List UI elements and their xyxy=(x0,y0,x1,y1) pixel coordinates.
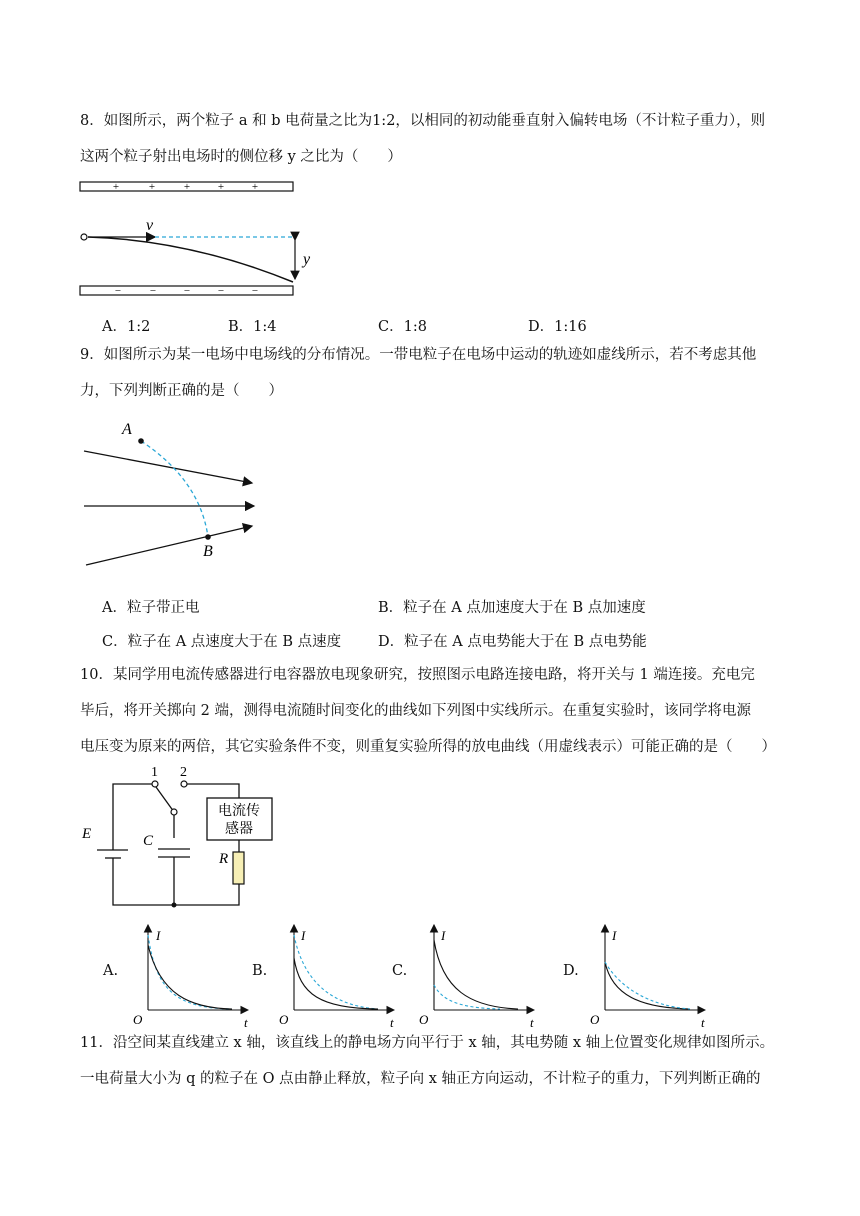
option-text: 1:8 xyxy=(403,319,427,335)
plus-sign: + xyxy=(148,181,156,193)
plus-sign: + xyxy=(217,181,225,193)
particle-trajectory xyxy=(141,441,208,537)
q9-stem-line1: 9．如图所示为某一电场中电场线的分布情况。一带电粒子在电场中运动的轨迹如虚线所示，若不考虑其他 xyxy=(80,347,757,363)
graph-b-origin: O xyxy=(279,1012,289,1027)
minus-sign: − xyxy=(114,285,122,297)
option-text: 粒子在 A 点速度大于在 B 点速度 xyxy=(127,634,342,650)
graph-a-y-label: I xyxy=(156,928,161,943)
q8-v-label: v xyxy=(146,217,154,234)
q11-stem-line2: 一电荷量大小为 q 的粒子在 O 点由静止释放，粒子向 x 轴正方向运动，不计粒子的重力，下列判断正确的 xyxy=(80,1071,761,1087)
graph-a-x-label: t xyxy=(244,1015,248,1030)
q9-field-figure xyxy=(84,421,254,565)
option-text: 粒子在 A 点电势能大于在 B 点电势能 xyxy=(404,634,647,650)
q9-option-c[interactable] xyxy=(102,630,341,651)
q8-y-label: y xyxy=(303,251,311,268)
q10-option-a[interactable]: A. xyxy=(103,963,119,979)
option-key: D． xyxy=(528,319,555,335)
sensor-label-line1: 电流传 xyxy=(218,804,260,819)
q8-stem-line2: 这两个粒子射出电场时的侧位移 y 之比为（ ） xyxy=(80,149,402,165)
graph-b xyxy=(294,925,394,1010)
plus-sign: + xyxy=(112,181,120,193)
field-line-top xyxy=(84,451,252,483)
q10-stem-line3: 电压变为原来的两倍，其它实验条件不变，则重复实验所得的放电曲线（用虚线表示）可能正确的是（ ） xyxy=(80,739,776,755)
terminal-2 xyxy=(181,781,187,787)
q8-option-a[interactable] xyxy=(102,315,150,336)
capacitor-label: C xyxy=(143,833,154,849)
resistor xyxy=(233,852,244,884)
q8-option-d[interactable] xyxy=(528,315,587,336)
graph-c-origin: O xyxy=(419,1012,429,1027)
option-key: A． xyxy=(102,319,127,335)
option-text: 1:16 xyxy=(554,319,587,335)
graph-b-y-label: I xyxy=(301,928,306,943)
point-a xyxy=(138,438,144,444)
option-text: 粒子在 A 点加速度大于在 B 点加速度 xyxy=(403,600,646,616)
q8-option-b[interactable] xyxy=(228,315,277,336)
option-key: A． xyxy=(102,600,127,616)
terminal-1 xyxy=(152,781,158,787)
point-b-label: B xyxy=(203,543,213,560)
graph-c-x-label: t xyxy=(530,1015,534,1030)
q10-option-d[interactable]: D. xyxy=(563,963,579,979)
terminal-2-label: 2 xyxy=(180,765,187,780)
q10-stem-line2: 毕后，将开关掷向 2 端，测得电流随时间变化的曲线如下列图中实线所示。在重复实验时，该同学将电源 xyxy=(80,703,751,719)
q9-option-d[interactable] xyxy=(378,630,647,651)
q9-stem-line2: 力，下列判断正确的是（ ） xyxy=(80,383,283,399)
graph-d xyxy=(605,925,705,1010)
graph-d-origin: O xyxy=(590,1012,600,1027)
q10-option-c[interactable]: C. xyxy=(392,963,408,979)
minus-sign: − xyxy=(149,285,157,297)
minus-sign: − xyxy=(251,285,259,297)
option-text: 1:4 xyxy=(253,319,277,335)
q8-option-c[interactable] xyxy=(378,315,427,336)
q9-option-b[interactable] xyxy=(378,596,646,617)
switch-pivot xyxy=(171,809,177,815)
deflected-trajectory xyxy=(88,237,293,282)
graph-a xyxy=(148,925,248,1010)
option-text: 1:2 xyxy=(126,319,151,335)
option-key: C． xyxy=(102,634,128,650)
source-label: E xyxy=(82,826,92,842)
option-text: 粒子带正电 xyxy=(126,600,200,616)
q11-stem-line1: 11．沿空间某直线建立 x 轴，该直线上的静电场方向平行于 x 轴，其电势随 x 轴上位置变化规律如图所示。 xyxy=(80,1035,775,1051)
option-key: B． xyxy=(228,319,254,335)
graph-c-y-label: I xyxy=(441,928,446,943)
plus-sign: + xyxy=(251,181,259,193)
graph-c xyxy=(434,925,534,1010)
option-key: C． xyxy=(378,319,404,335)
point-b xyxy=(205,534,211,540)
option-key: B． xyxy=(378,600,404,616)
minus-sign: − xyxy=(183,285,191,297)
junction xyxy=(172,903,177,908)
terminal-1-label: 1 xyxy=(151,765,158,780)
field-line-bottom xyxy=(86,526,252,565)
resistor-label: R xyxy=(219,851,229,867)
graph-d-y-label: I xyxy=(612,928,617,943)
graph-d-x-label: t xyxy=(701,1015,705,1030)
point-a-label: A xyxy=(122,421,132,438)
q9-option-a[interactable] xyxy=(102,596,199,617)
q10-stem-line1: 10．某同学用电流传感器进行电容器放电现象研究，按照图示电路连接电路，将开关与 1 端连接。充电完 xyxy=(80,667,755,683)
minus-sign: − xyxy=(217,285,225,297)
graph-b-x-label: t xyxy=(390,1015,394,1030)
plus-sign: + xyxy=(183,181,191,193)
sensor-label-line2: 感器 xyxy=(225,822,253,837)
option-key: D． xyxy=(378,634,405,650)
graph-a-origin: O xyxy=(133,1012,143,1027)
entry-point xyxy=(81,234,87,240)
q10-option-b[interactable]: B. xyxy=(252,963,268,979)
q8-stem-line1: 8．如图所示，两个粒子 a 和 b 电荷量之比为1:2，以相同的初动能垂直射入偏转电场（不计粒子重力），则 xyxy=(80,113,766,129)
